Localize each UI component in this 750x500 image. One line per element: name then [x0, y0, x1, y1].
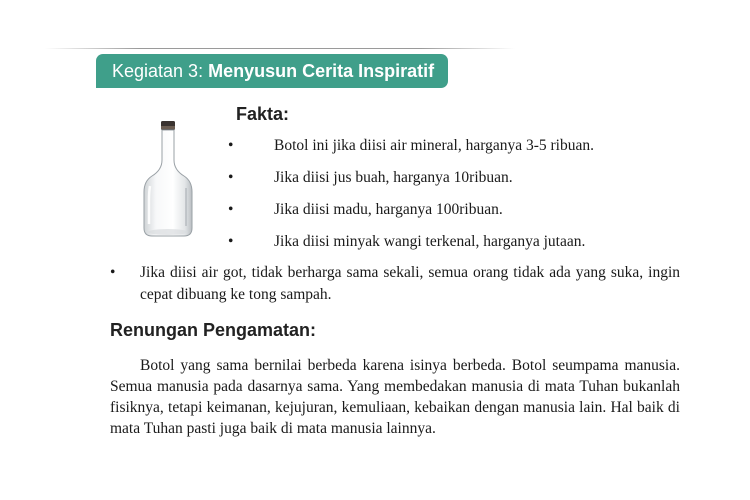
activity-header — [96, 54, 448, 88]
fact-text: Jika diisi jus buah, harganya 10ribuan. — [274, 169, 513, 186]
fakta-heading: Fakta: — [236, 104, 290, 124]
activity-number: Kegiatan 3: — [112, 60, 204, 81]
bullet: • — [228, 169, 234, 186]
activity-title: Menyusun Cerita Inspiratif — [208, 60, 435, 81]
fact-text: Botol ini jika diisi air mineral, harganya 3-5 ribuan. — [274, 137, 594, 154]
bullet: • — [110, 264, 116, 281]
bullet: • — [228, 137, 234, 154]
fact-text: Jika diisi air got, tidak berharga sama sekali, semua orang tidak ada yang suka, ingin cepat dibuang ke tong sampah. — [140, 264, 680, 303]
fact-text: Jika diisi madu, harganya 100ribuan. — [274, 201, 503, 218]
renungan-heading: Renungan Pengamatan: — [110, 320, 317, 340]
renungan-paragraph: Botol yang sama bernilai berbeda karena isinya berbeda. Botol seumpama manusia. Semua manusia pada dasarnya sama. Yang membedakan manusia di mata Tuhan bukanlah fisiknya, tetapi keimanan, kejujuran, kemuliaan, kebaikan dengan manusia lain. Hal baik di mata Tuhan pasti juga baik di mata manusia lainnya. — [110, 357, 680, 437]
bullet: • — [228, 233, 234, 250]
list-item — [110, 262, 680, 306]
fact-text: Jika diisi minyak wangi terkenal, harganya jutaan. — [274, 233, 586, 250]
top-divider — [45, 48, 515, 49]
glass-bottle-icon — [140, 120, 196, 238]
bullet: • — [228, 201, 234, 218]
